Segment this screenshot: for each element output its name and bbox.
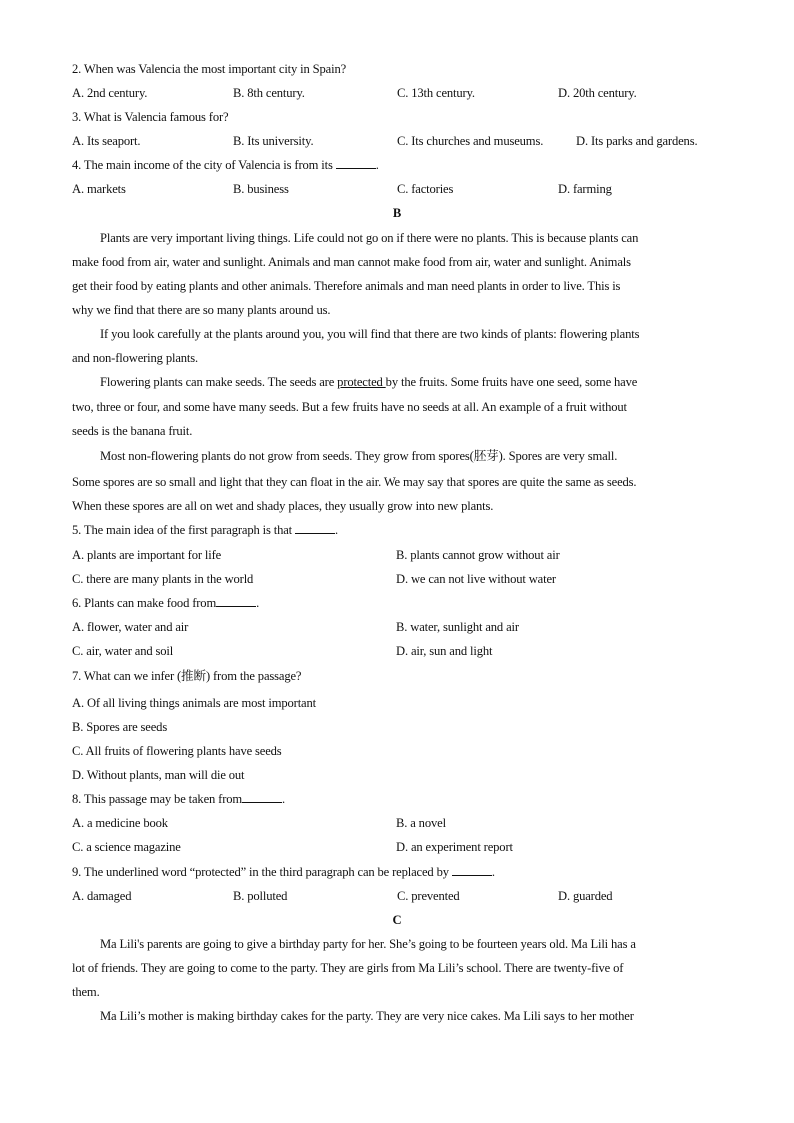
- q6-stem-end: .: [256, 596, 260, 610]
- q5-option-c: C. there are many plants in the world: [72, 572, 254, 586]
- question-7-stem: 7. What can we infer (推断) from the passage?: [72, 669, 302, 683]
- q8-stem-end: .: [282, 792, 286, 806]
- q3-option-d: D. Its parks and gardens.: [576, 134, 698, 148]
- q6-option-c: C. air, water and soil: [72, 644, 174, 658]
- q2-option-b: B. 8th century.: [233, 86, 305, 100]
- q9-option-c: C. prevented: [397, 889, 460, 903]
- passage-b-line: two, three or four, and some have many seeds. But a few fruits have no seeds at all. An example of a fruit without: [72, 400, 627, 414]
- answer-blank: [295, 522, 335, 534]
- passage-c-line: Ma Lili's parents are going to give a birthday party for her. She’s going to be fourteen years old. Ma Lili has a: [100, 937, 636, 951]
- q7-option-a: A. Of all living things animals are most important: [72, 696, 316, 710]
- q9-stem-text: 9. The underlined word “protected” in the third paragraph can be replaced by: [72, 865, 452, 879]
- answer-blank: [242, 791, 282, 803]
- q4-stem-text: 4. The main income of the city of Valencia is from its: [72, 158, 336, 172]
- passage-b-line: seeds is the banana fruit.: [72, 424, 193, 438]
- q8-option-d: D. an experiment report: [396, 840, 513, 854]
- question-6-stem: [72, 595, 722, 611]
- passage-c-line: them.: [72, 985, 100, 999]
- passage-b-line: Plants are very important living things. Life could not go on if there were no plants. This is because plants can: [100, 231, 639, 245]
- q2-option-c: C. 13th century.: [397, 86, 475, 100]
- q4-stem-end: .: [375, 158, 379, 172]
- q8-stem-text: 8. This passage may be taken from: [72, 792, 243, 806]
- q4-option-b: B. business: [233, 182, 289, 196]
- question-4-stem: [72, 157, 722, 173]
- question-3-stem: 3. What is Valencia famous for?: [72, 110, 229, 124]
- q5-stem-text: 5. The main idea of the first paragraph is that: [72, 523, 296, 537]
- q5-option-a: A. plants are important for life: [72, 548, 222, 562]
- passage-b-line: Some spores are so small and light that they can float in the air. We may say that spores are quite the same as seeds.: [72, 475, 637, 489]
- q3-option-c: C. Its churches and museums.: [397, 134, 544, 148]
- q9-option-a: A. damaged: [72, 889, 132, 903]
- q8-option-a: A. a medicine book: [72, 816, 168, 830]
- question-5-stem: [72, 522, 722, 538]
- passage-b-line: If you look carefully at the plants around you, you will find that there are two kinds of plants: flowering plants: [100, 327, 640, 341]
- q8-option-b: B. a novel: [396, 816, 446, 830]
- answer-blank: [336, 157, 376, 169]
- passage-b-line: [100, 374, 722, 390]
- passage-b-line: why we find that there are so many plants around us.: [72, 303, 331, 317]
- q8-option-c: C. a science magazine: [72, 840, 181, 854]
- passage-b-line: and non-flowering plants.: [72, 351, 199, 365]
- answer-blank: [452, 864, 492, 876]
- q3-option-a: A. Its seaport.: [72, 134, 141, 148]
- q2-option-d: D. 20th century.: [558, 86, 637, 100]
- q5-option-d: D. we can not live without water: [396, 572, 556, 586]
- passage-b-line: Most non-flowering plants do not grow from seeds. They grow from spores(胚芽). Spores are very small.: [100, 449, 618, 463]
- q6-stem-text: 6. Plants can make food from: [72, 596, 217, 610]
- q3-option-b: B. Its university.: [233, 134, 314, 148]
- q2-option-a: A. 2nd century.: [72, 86, 148, 100]
- section-c-heading: C: [392, 913, 402, 927]
- q6-option-a: A. flower, water and air: [72, 620, 189, 634]
- passage-c-line: lot of friends. They are going to come to the party. They are girls from Ma Lili’s school. There are twenty-five of: [72, 961, 624, 975]
- passage-b-line: make food from air, water and sunlight. Animals and man cannot make food from air, water and sunlight. Animals: [72, 255, 631, 269]
- question-2-stem: 2. When was Valencia the most important city in Spain?: [72, 62, 347, 76]
- passage-b-line: get their food by eating plants and other animals. Therefore animals and man need plants in order to live. This is: [72, 279, 621, 293]
- section-b-heading: B: [392, 206, 402, 220]
- q4-option-d: D. farming: [558, 182, 612, 196]
- question-8-stem: [72, 791, 722, 807]
- q9-stem-end: .: [491, 865, 495, 879]
- passage-text: Flowering plants can make seeds. The seeds are: [100, 375, 338, 389]
- question-9-stem: [72, 864, 722, 880]
- passage-text: by the fruits. Some fruits have one seed, some have: [385, 375, 638, 389]
- q7-option-d: D. Without plants, man will die out: [72, 768, 245, 782]
- q4-option-a: A. markets: [72, 182, 126, 196]
- q6-option-d: D. air, sun and light: [396, 644, 493, 658]
- q7-option-b: B. Spores are seeds: [72, 720, 168, 734]
- q5-option-b: B. plants cannot grow without air: [396, 548, 560, 562]
- underlined-word-protected: protected: [337, 375, 386, 389]
- q5-stem-end: .: [335, 523, 339, 537]
- answer-blank: [216, 595, 256, 607]
- passage-c-line: Ma Lili’s mother is making birthday cakes for the party. They are very nice cakes. Ma Lili says to her mother: [100, 1009, 634, 1023]
- q9-option-d: D. guarded: [558, 889, 613, 903]
- q9-option-b: B. polluted: [233, 889, 288, 903]
- q4-option-c: C. factories: [397, 182, 454, 196]
- passage-b-line: When these spores are all on wet and shady places, they usually grow into new plants.: [72, 499, 494, 513]
- q6-option-b: B. water, sunlight and air: [396, 620, 519, 634]
- q7-option-c: C. All fruits of flowering plants have seeds: [72, 744, 282, 758]
